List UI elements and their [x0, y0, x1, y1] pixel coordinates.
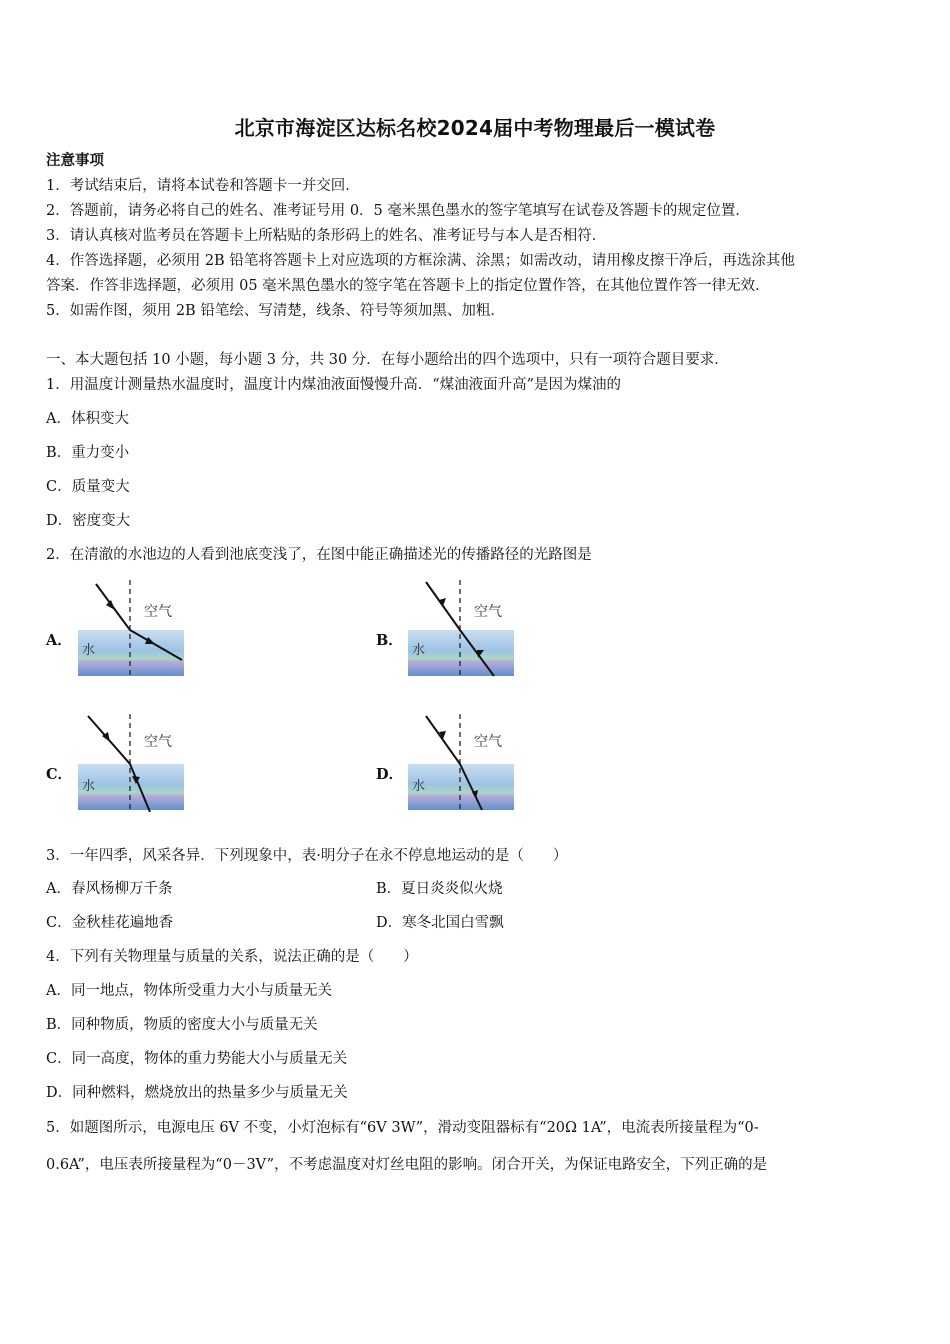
- air-label: 空气: [474, 604, 502, 620]
- question-4-option-c: C．同一高度，物体的重力势能大小与质量无关: [46, 1051, 348, 1067]
- question-1-stem: 1．用温度计测量热水温度时，温度计内煤油液面慢慢升高．“煤油液面升高”是因为煤油的: [46, 377, 622, 393]
- question-3-option-d: D．寒冬北国白雪飘: [376, 915, 504, 931]
- question-4-option-d: D．同种燃料，燃烧放出的热量多少与质量无关: [46, 1085, 348, 1101]
- page-title: 北京市海淀区达标名校2024届中考物理最后一模试卷: [234, 116, 716, 140]
- question-3-option-b: B．夏日炎炎似火烧: [376, 881, 503, 897]
- light-path-diagram-c: [76, 712, 188, 812]
- notice-heading: 注意事项: [46, 152, 104, 169]
- question-1-option-a: A．体积变大: [46, 411, 129, 427]
- question-3-option-a: A．春风杨柳万千条: [46, 881, 173, 897]
- question-4-option-b: B．同种物质，物质的密度大小与质量无关: [46, 1017, 318, 1033]
- question-2-stem: 2．在清澈的水池边的人看到池底变浅了，在图中能正确描述光的传播路径的光路图是: [46, 547, 592, 563]
- water-label: 水: [82, 643, 96, 658]
- water-label: 水: [412, 779, 426, 794]
- question-3-stem: 3．一年四季，风采各异．下列现象中，表·明分子在永不停息地运动的是（ ）: [46, 848, 568, 864]
- question-1-option-c: C．质量变大: [46, 479, 130, 495]
- air-label: 空气: [144, 734, 172, 750]
- question-5-stem-line2: 0.6A”，电压表所接量程为“0－3V”，不考虑温度对灯丝电阻的影响。闭合开关，为保证电路安全，下列正确的是: [46, 1157, 768, 1173]
- light-path-diagram-d: [406, 712, 518, 812]
- notice-item: 3．请认真核对监考员在答题卡上所粘贴的条形码上的姓名、准考证号与本人是否相符．: [46, 228, 607, 244]
- water-label: 水: [82, 779, 96, 794]
- water-label: 水: [412, 643, 426, 658]
- light-path-diagram-b: [406, 578, 518, 678]
- question-5-stem-line1: 5．如题图所示，电源电压 6V 不变，小灯泡标有“6V 3W”，滑动变阻器标有“20Ω 1A”，电流表所接量程为“0-: [46, 1120, 759, 1136]
- air-label: 空气: [474, 734, 502, 750]
- notice-item: 5．如需作图，须用 2B 铅笔绘、写清楚，线条、符号等须加黑、加粗．: [46, 303, 505, 319]
- question-4-option-a: A．同一地点，物体所受重力大小与质量无关: [46, 983, 332, 999]
- notice-item: 4．作答选择题，必须用 2B 铅笔将答题卡上对应选项的方框涂满、涂黑；如需改动，请用橡皮擦干净后，再选涂其他: [46, 253, 795, 269]
- question-2-label-a: A．: [46, 632, 72, 649]
- question-3-option-c: C．金秋桂花遍地香: [46, 915, 174, 931]
- question-4-stem: 4．下列有关物理量与质量的关系，说法正确的是（ ）: [46, 949, 418, 965]
- arrow-icon: [106, 600, 115, 610]
- section-heading: 一、本大题包括 10 小题，每小题 3 分，共 30 分．在每小题给出的四个选项中，只有一项符合题目要求．: [46, 352, 729, 368]
- question-1-option-b: B．重力变小: [46, 445, 130, 461]
- air-label: 空气: [144, 604, 172, 620]
- light-path-diagram-a: [76, 578, 188, 678]
- question-2-label-d: D．: [376, 766, 404, 783]
- question-1-option-d: D．密度变大: [46, 513, 131, 529]
- notice-item: 1．考试结束后，请将本试卷和答题卡一并交回．: [46, 178, 360, 194]
- question-2-label-b: B．: [376, 632, 403, 649]
- notice-item: 答案．作答非选择题，必须用 05 毫米黑色墨水的签字笔在答题卡上的指定位置作答，在其他位置作答一律无效．: [46, 278, 770, 294]
- notice-item: 2．答题前，请务必将自己的姓名、准考证号用 0．5 毫米黑色墨水的签字笔填写在试卷及答题卡的规定位置．: [46, 203, 750, 219]
- question-2-label-c: C．: [46, 766, 73, 783]
